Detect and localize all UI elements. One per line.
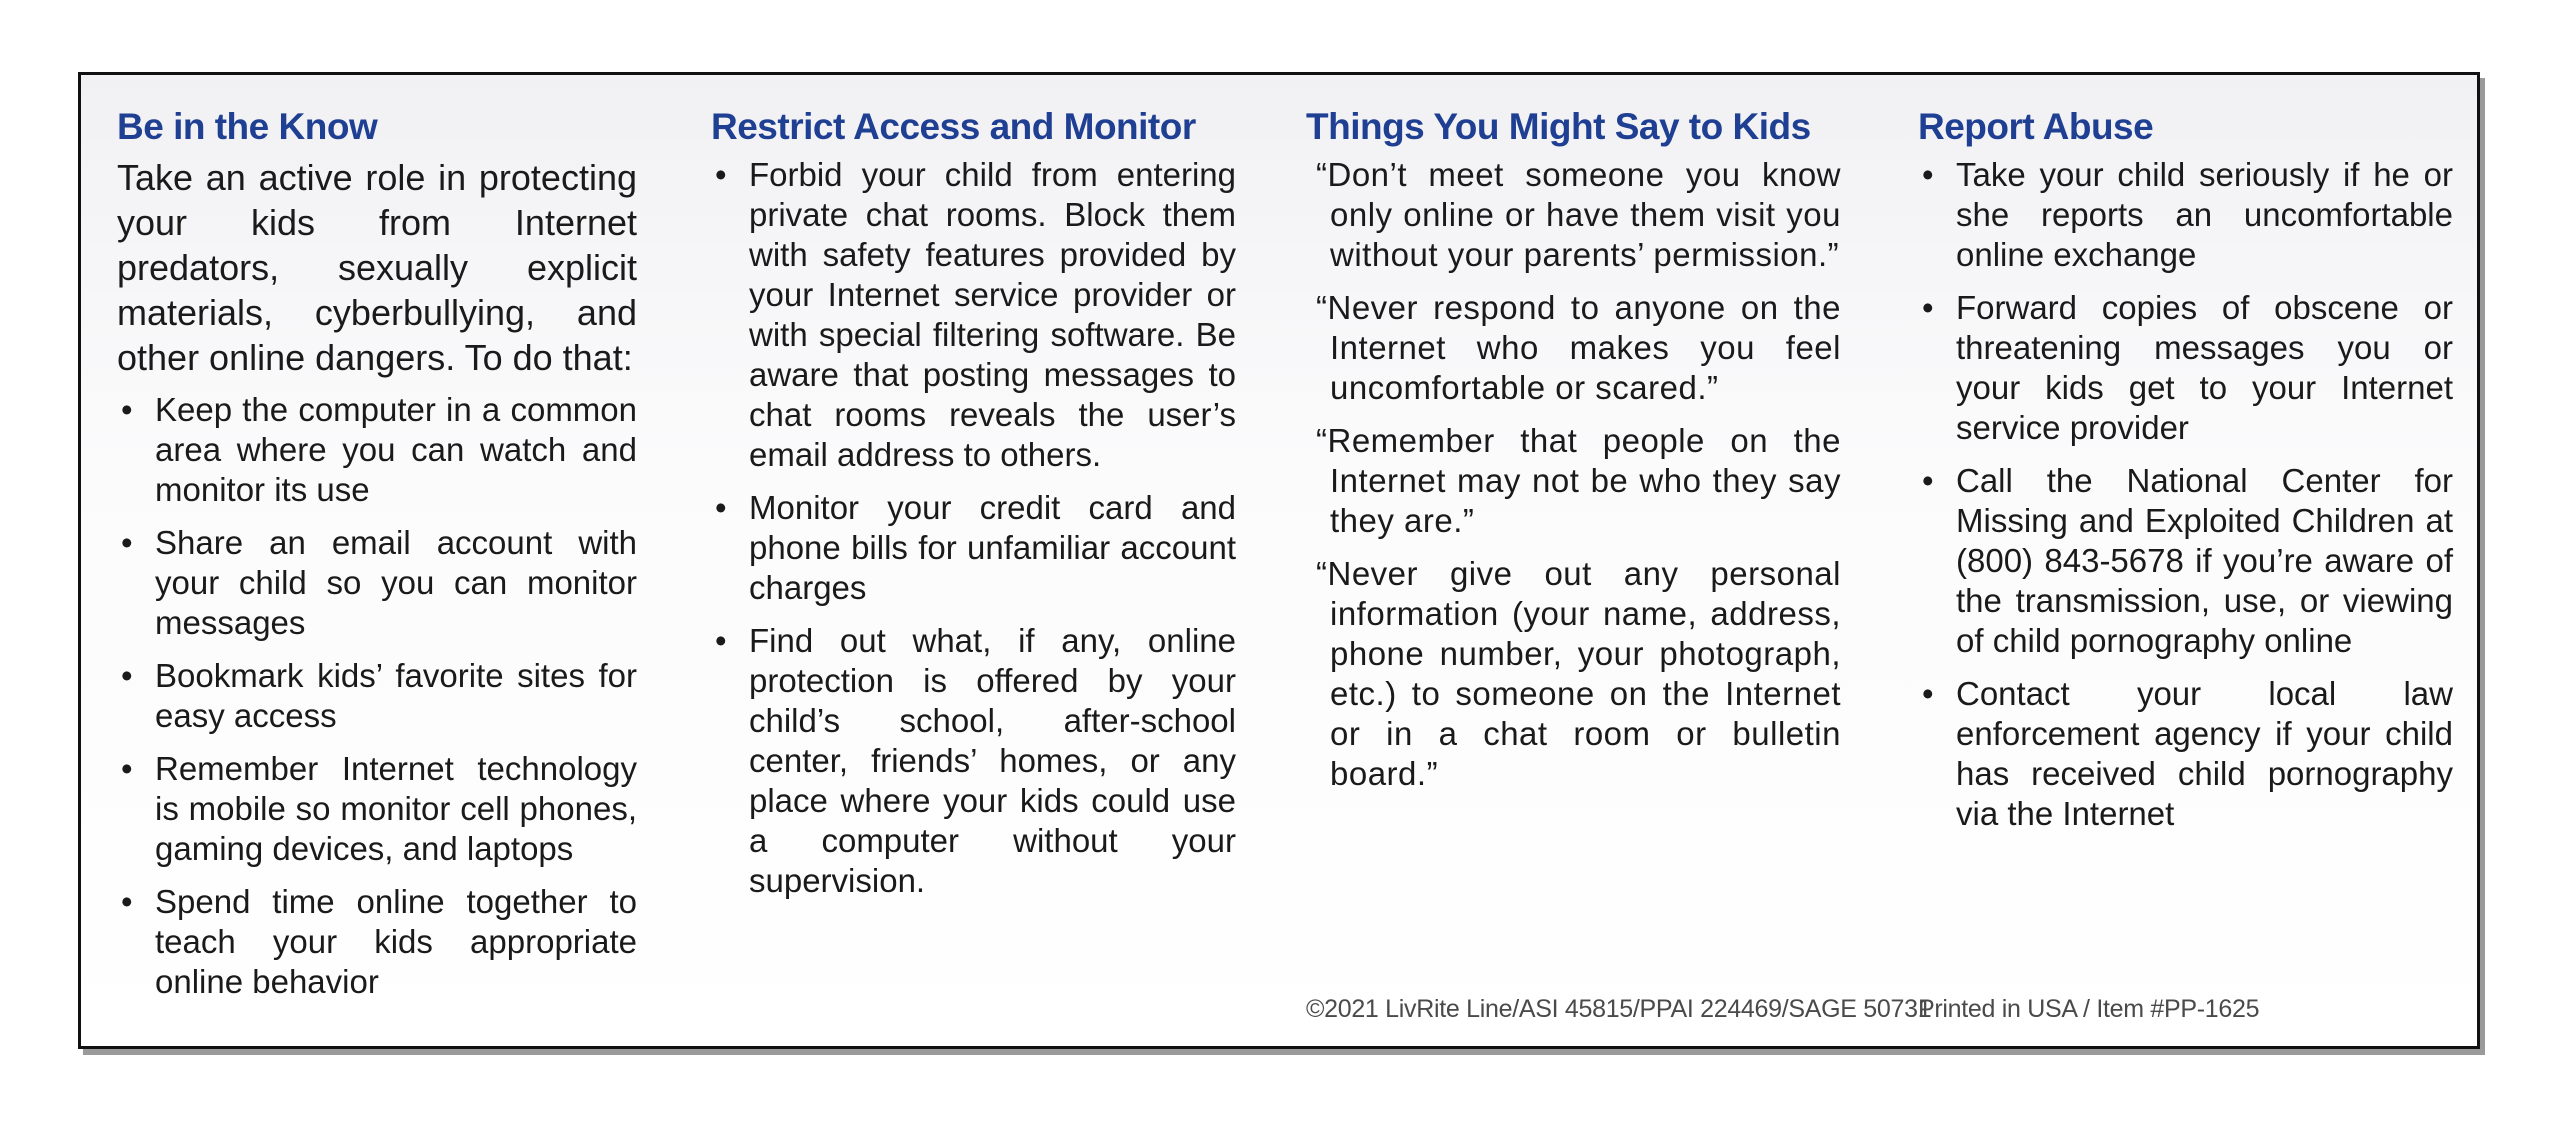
list-item: [1918, 155, 2453, 275]
bullet-icon: •: [715, 622, 727, 659]
column-things-to-say: [1306, 105, 1841, 807]
list-item-text: Bookmark kids’ favorite sites for easy access: [155, 657, 637, 734]
copyright-text: ©2021 LivRite Line/ASI 45815/PPAI 224469/SAGE 50731: [1306, 995, 1932, 1023]
list-item-text: Monitor your credit card and phone bills for unfamiliar account charges: [749, 489, 1236, 606]
quote-item: “Don’t meet someone you know only online or have them visit you without your parents’ permission.”: [1316, 156, 1841, 273]
quote-item: “Remember that people on the Internet may not be who they say they are.”: [1316, 422, 1841, 539]
tips-list: [117, 390, 637, 1002]
list-item: [711, 621, 1236, 901]
list-item-text: Call the National Center for Missing and Exploited Children at (800) 843-5678 if you’re aware of the transmission, use, or viewing of child pornography online: [1956, 462, 2453, 659]
column-heading: Report Abuse: [1918, 106, 2154, 147]
column-heading: Things You Might Say to Kids: [1306, 106, 1811, 147]
column-heading: Restrict Access and Monitor: [711, 106, 1196, 147]
quote-item: “Never give out any personal information (your name, address, phone number, your photograph, etc.) to someone on the Internet or in a chat room or bulletin board.”: [1316, 555, 1841, 792]
bullet-icon: •: [121, 391, 133, 428]
bullet-icon: •: [121, 883, 133, 920]
bullet-icon: •: [1922, 156, 1934, 193]
list-item: [1918, 674, 2453, 834]
list-item: [117, 882, 637, 1002]
intro-paragraph: Take an active role in protecting your kids from Internet predators, sexually explicit materials, cyberbullying, and other online dangers. To do that:: [117, 157, 637, 378]
bullet-icon: •: [121, 750, 133, 787]
quote-item: “Never respond to anyone on the Internet who makes you feel uncomfortable or scared.”: [1316, 289, 1841, 406]
list-item: [1918, 461, 2453, 661]
column-be-in-the-know: [117, 105, 637, 1015]
bullet-icon: •: [1922, 289, 1934, 326]
tips-list: [1918, 155, 2453, 834]
bullet-icon: •: [1922, 675, 1934, 712]
bullet-icon: •: [715, 156, 727, 193]
list-item-text: Find out what, if any, online protection is offered by your child’s school, after-school center, friends’ homes, or any place where your kids could use a computer without your supervision.: [749, 622, 1236, 899]
bullet-icon: •: [121, 657, 133, 694]
list-item-text: Remember Internet technology is mobile so monitor cell phones, gaming devices, and laptops: [155, 750, 637, 867]
bullet-icon: •: [1922, 462, 1934, 499]
list-item-text: Take your child seriously if he or she reports an uncomfortable online exchange: [1956, 156, 2453, 273]
list-item: [1918, 288, 2453, 448]
bullet-icon: •: [715, 489, 727, 526]
list-item: [711, 155, 1236, 475]
list-item: [711, 488, 1236, 608]
column-report-abuse: [1918, 105, 2453, 847]
list-item: [117, 749, 637, 869]
list-item-text: Forward copies of obscene or threatening messages you or your kids get to your Internet service provider: [1956, 289, 2453, 446]
list-item-text: Contact your local law enforcement agency if your child has received child pornography via the Internet: [1956, 675, 2453, 832]
list-item-text: Spend time online together to teach your kids appropriate online behavior: [155, 883, 637, 1000]
column-restrict-access: [711, 105, 1236, 914]
bullet-icon: •: [121, 524, 133, 561]
list-item-text: Share an email account with your child so you can monitor messages: [155, 524, 637, 641]
printed-in-text: Printed in USA / Item #PP-1625: [1918, 995, 2260, 1023]
list-item: [117, 656, 637, 736]
list-item-text: Forbid your child from entering private chat rooms. Block them with safety features provided by your Internet service provider or with special filtering software. Be aware that posting messages to chat rooms reveals the user’s email address to others.: [749, 156, 1236, 473]
column-heading: Be in the Know: [117, 106, 378, 147]
quotes-list: [1306, 155, 1841, 794]
safety-tips-card: [78, 72, 2480, 1049]
list-item: [117, 523, 637, 643]
list-item-text: Keep the computer in a common area where you can watch and monitor its use: [155, 391, 637, 508]
tips-list: [711, 155, 1236, 901]
list-item: [117, 390, 637, 510]
